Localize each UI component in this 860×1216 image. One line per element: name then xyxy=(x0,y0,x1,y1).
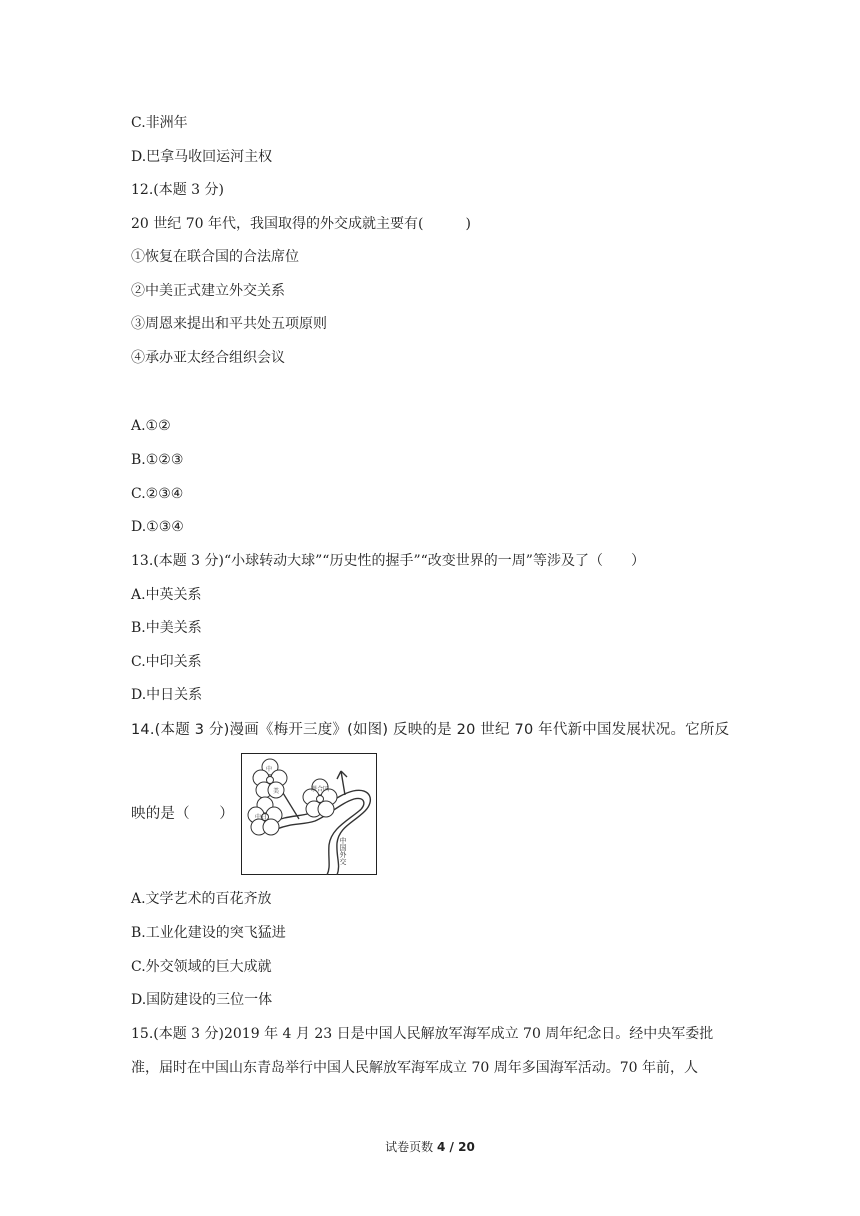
q13-option-d: D.中日关系 xyxy=(131,687,203,703)
q14-stem-line1: 14.(本题 3 分)漫画《梅开三度》(如图) 反映的是 20 世纪 70 年代新中国发展状况。它所反 xyxy=(131,722,730,738)
q14-stem-line2: 映的是（ ） xyxy=(131,806,234,822)
q14-option-d: D.国防建设的三位一体 xyxy=(131,992,273,1008)
q14-option-b: B.工业化建设的突飞猛进 xyxy=(131,925,286,941)
q12-item-2: ②中美正式建立外交关系 xyxy=(131,283,285,299)
flower-2-label: 联合国 xyxy=(311,786,330,793)
q12-item-1: ①恢复在联合国的合法席位 xyxy=(131,249,299,265)
footer-label: 试卷页数 xyxy=(385,1140,434,1154)
q12-header: 12.(本题 3 分) xyxy=(131,182,224,198)
q14-option-c: C.外交领域的巨大成就 xyxy=(131,959,272,975)
flower-1-label-b: 美 xyxy=(273,788,280,795)
q11-option-c: C.非洲年 xyxy=(131,115,188,131)
q12-option-a: A.①② xyxy=(131,418,171,434)
q13-stem: 13.(本题 3 分)“小球转动大球”“历史性的握手”“改变世界的一周”等涉及了（ ） xyxy=(131,553,645,569)
q13-option-c: C.中印关系 xyxy=(131,654,202,670)
q12-option-d: D.①③④ xyxy=(131,519,184,535)
q11-option-d: D.巴拿马收回运河主权 xyxy=(131,149,273,165)
page-footer xyxy=(0,1138,860,1155)
q12-option-c: C.②③④ xyxy=(131,486,184,502)
cartoon-plum-blossom-figure xyxy=(241,753,377,875)
q12-item-4: ④承办亚太经合组织会议 xyxy=(131,350,285,366)
page-number: 4 / 20 xyxy=(437,1140,475,1154)
q14-option-a: A.文学艺术的百花齐放 xyxy=(131,891,272,907)
q13-option-a: A.中英关系 xyxy=(131,587,202,603)
q15-line1: 15.(本题 3 分)2019 年 4 月 23 日是中国人民解放军海军成立 70 周年纪念日。经中央军委批 xyxy=(131,1026,714,1042)
q13-option-b: B.中美关系 xyxy=(131,620,202,636)
q12-item-3: ③周恩来提出和平共处五项原则 xyxy=(131,316,327,332)
q15-line2: 准，届时在中国山东青岛举行中国人民解放军海军成立 70 周年多国海军活动。70 年前，人 xyxy=(131,1060,698,1076)
q12-stem: 20 世纪 70 年代，我国取得的外交成就主要有( ) xyxy=(131,216,471,232)
branch-label: 中国外交 xyxy=(339,837,347,865)
q12-option-b: B.①②③ xyxy=(131,452,184,468)
flower-3-label: 中日 xyxy=(255,814,268,821)
flower-1-label-a: 中 xyxy=(266,766,273,773)
